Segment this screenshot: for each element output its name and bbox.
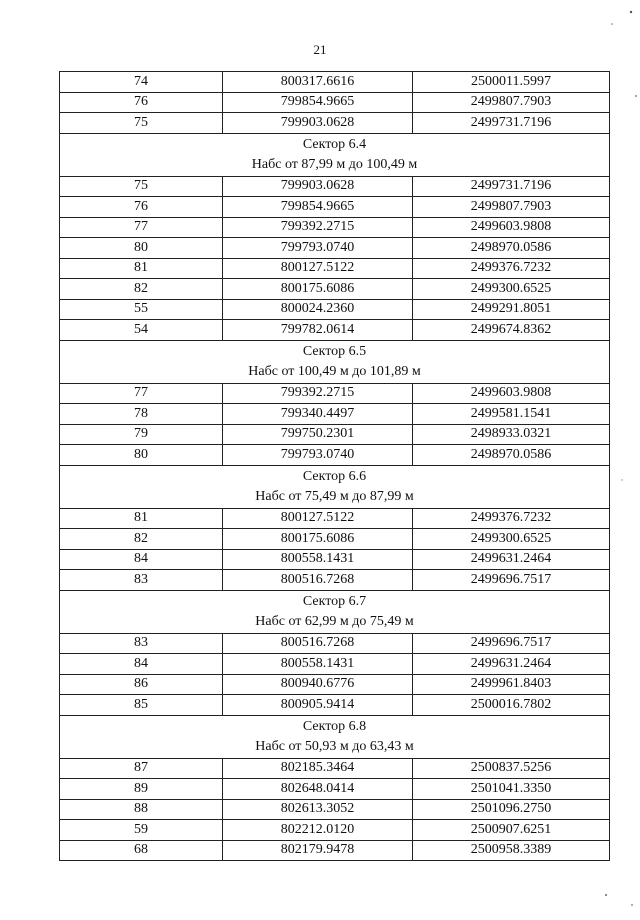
table-row	[60, 404, 610, 425]
y-coordinate-cell: 2501096.2750	[413, 799, 610, 820]
x-coordinate-cell: 799750.2301	[223, 424, 413, 445]
x-coordinate-cell: 800317.6616	[223, 72, 413, 93]
y-coordinate-cell: 2501041.3350	[413, 779, 610, 800]
coordinates-table	[59, 71, 610, 861]
x-coordinate-cell: 799903.0628	[223, 113, 413, 134]
point-number-cell: 81	[60, 508, 223, 529]
x-coordinate-cell: 799793.0740	[223, 238, 413, 259]
x-coordinate-cell: 802212.0120	[223, 820, 413, 841]
sector-title: Сектор 6.4	[302, 136, 367, 152]
point-number-cell: 79	[60, 424, 223, 445]
x-coordinate-cell: 799854.9665	[223, 197, 413, 218]
point-number-cell: 85	[60, 695, 223, 716]
point-number-cell: 81	[60, 258, 223, 279]
x-coordinate-cell: 799782.0614	[223, 320, 413, 341]
x-coordinate-cell: 802613.3052	[223, 799, 413, 820]
x-coordinate-cell: 800127.5122	[223, 258, 413, 279]
table-row	[60, 758, 610, 779]
point-number-cell: 80	[60, 445, 223, 466]
table-row	[60, 840, 610, 861]
point-number-cell: 82	[60, 279, 223, 300]
y-coordinate-cell: 2499300.6525	[413, 529, 610, 550]
x-coordinate-cell: 799903.0628	[223, 176, 413, 197]
table-row	[60, 445, 610, 466]
y-coordinate-cell: 2500907.6251	[413, 820, 610, 841]
y-coordinate-cell: 2500016.7802	[413, 695, 610, 716]
point-number-cell: 86	[60, 674, 223, 695]
table-row	[60, 570, 610, 591]
sector-header-cell	[60, 715, 610, 758]
table-row	[60, 529, 610, 550]
table-row	[60, 424, 610, 445]
point-number-cell: 84	[60, 654, 223, 675]
table-row	[60, 549, 610, 570]
table-row	[60, 383, 610, 404]
sector-title: Сектор 6.7	[302, 593, 367, 609]
x-coordinate-cell: 799793.0740	[223, 445, 413, 466]
table-row	[60, 176, 610, 197]
y-coordinate-cell: 2500837.5256	[413, 758, 610, 779]
x-coordinate-cell: 800127.5122	[223, 508, 413, 529]
x-coordinate-cell: 800558.1431	[223, 654, 413, 675]
y-coordinate-cell: 2499603.9808	[413, 217, 610, 238]
point-number-cell: 54	[60, 320, 223, 341]
point-number-cell: 89	[60, 779, 223, 800]
sector-header-cell	[60, 590, 610, 633]
y-coordinate-cell: 2499674.8362	[413, 320, 610, 341]
table-row	[60, 113, 610, 134]
y-coordinate-cell: 2498970.0586	[413, 445, 610, 466]
y-coordinate-cell: 2499731.7196	[413, 176, 610, 197]
table-row	[60, 633, 610, 654]
table-row	[60, 695, 610, 716]
y-coordinate-cell: 2499696.7517	[413, 570, 610, 591]
y-coordinate-cell: 2500011.5997	[413, 72, 610, 93]
sector-title: Сектор 6.6	[302, 468, 367, 484]
sector-height-range: Набс от 62,99 м до 75,49 м	[255, 613, 414, 629]
table-row	[60, 197, 610, 218]
table-row	[60, 799, 610, 820]
table-row	[60, 654, 610, 675]
y-coordinate-cell: 2498970.0586	[413, 238, 610, 259]
sector-header-row	[60, 590, 610, 633]
y-coordinate-cell: 2499961.8403	[413, 674, 610, 695]
table-row	[60, 508, 610, 529]
y-coordinate-cell: 2499807.7903	[413, 197, 610, 218]
x-coordinate-cell: 799340.4497	[223, 404, 413, 425]
y-coordinate-cell: 2499631.2464	[413, 549, 610, 570]
point-number-cell: 76	[60, 92, 223, 113]
x-coordinate-cell: 800175.6086	[223, 529, 413, 550]
point-number-cell: 78	[60, 404, 223, 425]
sector-height-range: Набс от 87,99 м до 100,49 м	[251, 156, 418, 172]
table-row	[60, 779, 610, 800]
point-number-cell: 88	[60, 799, 223, 820]
coordinates-table-body	[60, 72, 610, 861]
y-coordinate-cell: 2499300.6525	[413, 279, 610, 300]
y-coordinate-cell: 2498933.0321	[413, 424, 610, 445]
sector-height-range: Набс от 100,49 м до 101,89 м	[248, 363, 421, 379]
point-number-cell: 55	[60, 299, 223, 320]
sector-header-row	[60, 133, 610, 176]
sector-height-range: Набс от 75,49 м до 87,99 м	[255, 488, 414, 504]
table-row	[60, 72, 610, 93]
point-number-cell: 82	[60, 529, 223, 550]
point-number-cell: 59	[60, 820, 223, 841]
point-number-cell: 84	[60, 549, 223, 570]
point-number-cell: 80	[60, 238, 223, 259]
table-row	[60, 320, 610, 341]
table-row	[60, 238, 610, 259]
y-coordinate-cell: 2499696.7517	[413, 633, 610, 654]
x-coordinate-cell: 800905.9414	[223, 695, 413, 716]
sector-header-row	[60, 465, 610, 508]
x-coordinate-cell: 799854.9665	[223, 92, 413, 113]
y-coordinate-cell: 2499291.8051	[413, 299, 610, 320]
x-coordinate-cell: 802185.3464	[223, 758, 413, 779]
table-row	[60, 92, 610, 113]
table-row	[60, 279, 610, 300]
point-number-cell: 83	[60, 633, 223, 654]
sector-header-row	[60, 715, 610, 758]
table-row	[60, 258, 610, 279]
x-coordinate-cell: 800940.6776	[223, 674, 413, 695]
table-row	[60, 217, 610, 238]
x-coordinate-cell: 799392.2715	[223, 383, 413, 404]
point-number-cell: 68	[60, 840, 223, 861]
point-number-cell: 77	[60, 383, 223, 404]
y-coordinate-cell: 2499631.2464	[413, 654, 610, 675]
y-coordinate-cell: 2499731.7196	[413, 113, 610, 134]
point-number-cell: 83	[60, 570, 223, 591]
point-number-cell: 74	[60, 72, 223, 93]
sector-header-row	[60, 340, 610, 383]
table-row	[60, 820, 610, 841]
sector-height-range: Набс от 50,93 м до 63,43 м	[255, 738, 414, 754]
page-number: 21	[313, 42, 327, 57]
y-coordinate-cell: 2499807.7903	[413, 92, 610, 113]
point-number-cell: 76	[60, 197, 223, 218]
y-coordinate-cell: 2499376.7232	[413, 258, 610, 279]
y-coordinate-cell: 2499376.7232	[413, 508, 610, 529]
x-coordinate-cell: 802179.9478	[223, 840, 413, 861]
sector-header-cell	[60, 340, 610, 383]
x-coordinate-cell: 800024.2360	[223, 299, 413, 320]
sector-title: Сектор 6.5	[302, 343, 367, 359]
y-coordinate-cell: 2499581.1541	[413, 404, 610, 425]
x-coordinate-cell: 802648.0414	[223, 779, 413, 800]
sector-title: Сектор 6.8	[302, 718, 367, 734]
x-coordinate-cell: 800516.7268	[223, 570, 413, 591]
x-coordinate-cell: 800175.6086	[223, 279, 413, 300]
point-number-cell: 87	[60, 758, 223, 779]
point-number-cell: 75	[60, 113, 223, 134]
table-row	[60, 299, 610, 320]
y-coordinate-cell: 2499603.9808	[413, 383, 610, 404]
sector-header-cell	[60, 133, 610, 176]
point-number-cell: 75	[60, 176, 223, 197]
y-coordinate-cell: 2500958.3389	[413, 840, 610, 861]
table-row	[60, 674, 610, 695]
sector-header-cell	[60, 465, 610, 508]
x-coordinate-cell: 800558.1431	[223, 549, 413, 570]
point-number-cell: 77	[60, 217, 223, 238]
x-coordinate-cell: 800516.7268	[223, 633, 413, 654]
x-coordinate-cell: 799392.2715	[223, 217, 413, 238]
